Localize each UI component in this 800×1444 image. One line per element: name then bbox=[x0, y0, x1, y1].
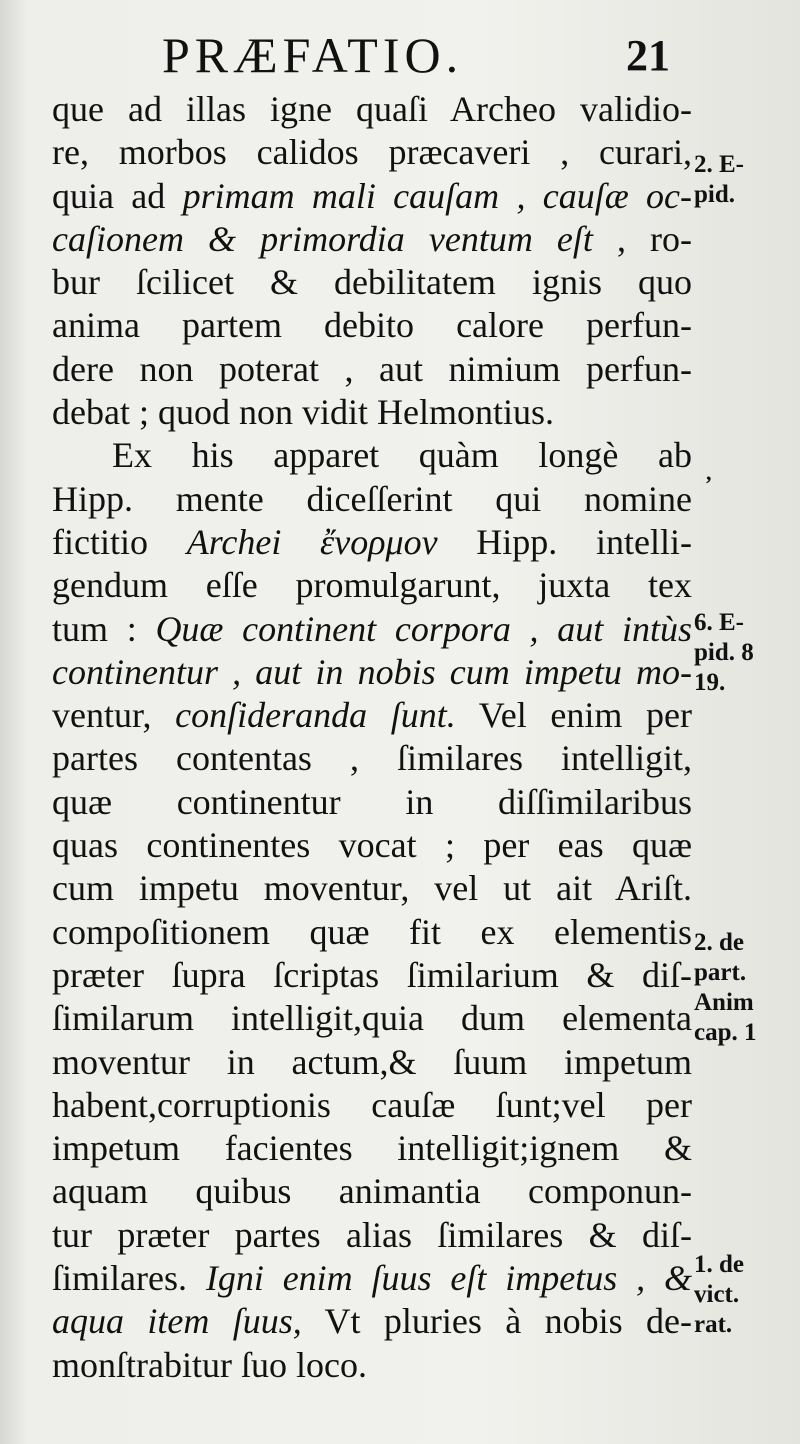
text-line: continentur , aut in nobis cum impetu mo- bbox=[52, 651, 692, 692]
margin-note-line: cap. 1 bbox=[694, 1019, 757, 1046]
text-line: compoſitionem quæ fit ex elementis bbox=[52, 911, 692, 952]
page-number: 21 bbox=[626, 31, 670, 80]
text-line: quia ad primam mali cauſam , cauſæ oc- bbox=[52, 175, 692, 216]
stray-mark: , bbox=[706, 460, 712, 485]
margin-note bbox=[694, 1250, 798, 1340]
margin-note-line: 2. de bbox=[694, 929, 744, 956]
text-line: tur præter partes alias ſimilares & diſ- bbox=[52, 1214, 692, 1255]
text-line: præter ſupra ſcriptas ſimilarium & diſ- bbox=[52, 954, 692, 995]
text-line: quæ continentur in diſſimilaribus bbox=[52, 781, 692, 822]
text-line: quas continentes vocat ; per eas quæ bbox=[52, 825, 692, 866]
text-line: tum : Quæ continent corpora , aut intùs bbox=[52, 608, 692, 649]
text-line: moventur in actum,& ſuum impetum bbox=[52, 1041, 692, 1082]
text-line: ſimilares. Igni enim ſuus eſt impetus , & bbox=[52, 1258, 692, 1299]
text-line: dere non poterat , aut nimium perfun- bbox=[52, 348, 692, 389]
text-line: cum impetu moventur, vel ut ait Ariſt. bbox=[52, 868, 692, 909]
text-line: ſimilarum intelligit,quia dum elementa bbox=[52, 998, 692, 1039]
page-header bbox=[150, 26, 670, 86]
text-line: aquam quibus animantia componun- bbox=[52, 1171, 692, 1212]
margin-note-line: Anim bbox=[694, 989, 754, 1016]
text-line: debat ; quod non vidit Helmontius. bbox=[52, 392, 554, 433]
margin-note-line: pid. bbox=[694, 181, 736, 208]
body-text bbox=[52, 88, 692, 1387]
margin-note-line: vict. bbox=[694, 1281, 740, 1308]
margin-note-line: 6. E- bbox=[694, 609, 744, 636]
text-line: que ad illas igne quaſi Archeo validio- bbox=[52, 89, 692, 129]
text-line: habent,corruptionis cauſæ ſunt;vel per bbox=[52, 1084, 692, 1125]
text-line: Ex his apparet quàm longè ab bbox=[112, 435, 692, 476]
margin-note-line: part. bbox=[694, 959, 747, 986]
text-line: gendum eſſe promulgarunt, juxta tex bbox=[52, 565, 692, 606]
text-line: aqua item ſuus, Vt pluries à nobis de- bbox=[52, 1301, 692, 1342]
text-line: Hipp. mente diceſſerint qui nomine bbox=[52, 478, 692, 519]
margin-note-line: 19. bbox=[694, 669, 726, 696]
margin-note-line: 2. E- bbox=[694, 151, 744, 178]
text-line: fictitio Archei ἔνορμον Hipp. intelli- bbox=[52, 521, 692, 562]
running-title: PRÆFATIO. bbox=[162, 27, 464, 83]
text-line: ventur, conſideranda ſunt. Vel enim per bbox=[52, 695, 692, 736]
text-line: caſionem & primordia ventum eſt , ro- bbox=[52, 218, 692, 259]
margin-note-line: pid. 8 bbox=[694, 639, 754, 666]
text-line: anima partem debito calore perfun- bbox=[52, 305, 692, 346]
text-line: monſtrabitur ſuo loco. bbox=[52, 1344, 367, 1385]
margin-note-line: 1. de bbox=[694, 1251, 744, 1278]
margin-note bbox=[694, 150, 798, 210]
text-line: impetum facientes intelligit;ignem & bbox=[52, 1128, 692, 1169]
text-line: re, morbos calidos præcaveri , curari, bbox=[52, 132, 692, 173]
margin-note bbox=[694, 928, 798, 1048]
margin-note bbox=[694, 608, 798, 698]
text-line: partes contentas , ſimilares intelligit, bbox=[52, 738, 692, 779]
text-line: bur ſcilicet & debilitatem ignis quo bbox=[52, 262, 692, 303]
margin-note-line: rat. bbox=[694, 1311, 733, 1338]
